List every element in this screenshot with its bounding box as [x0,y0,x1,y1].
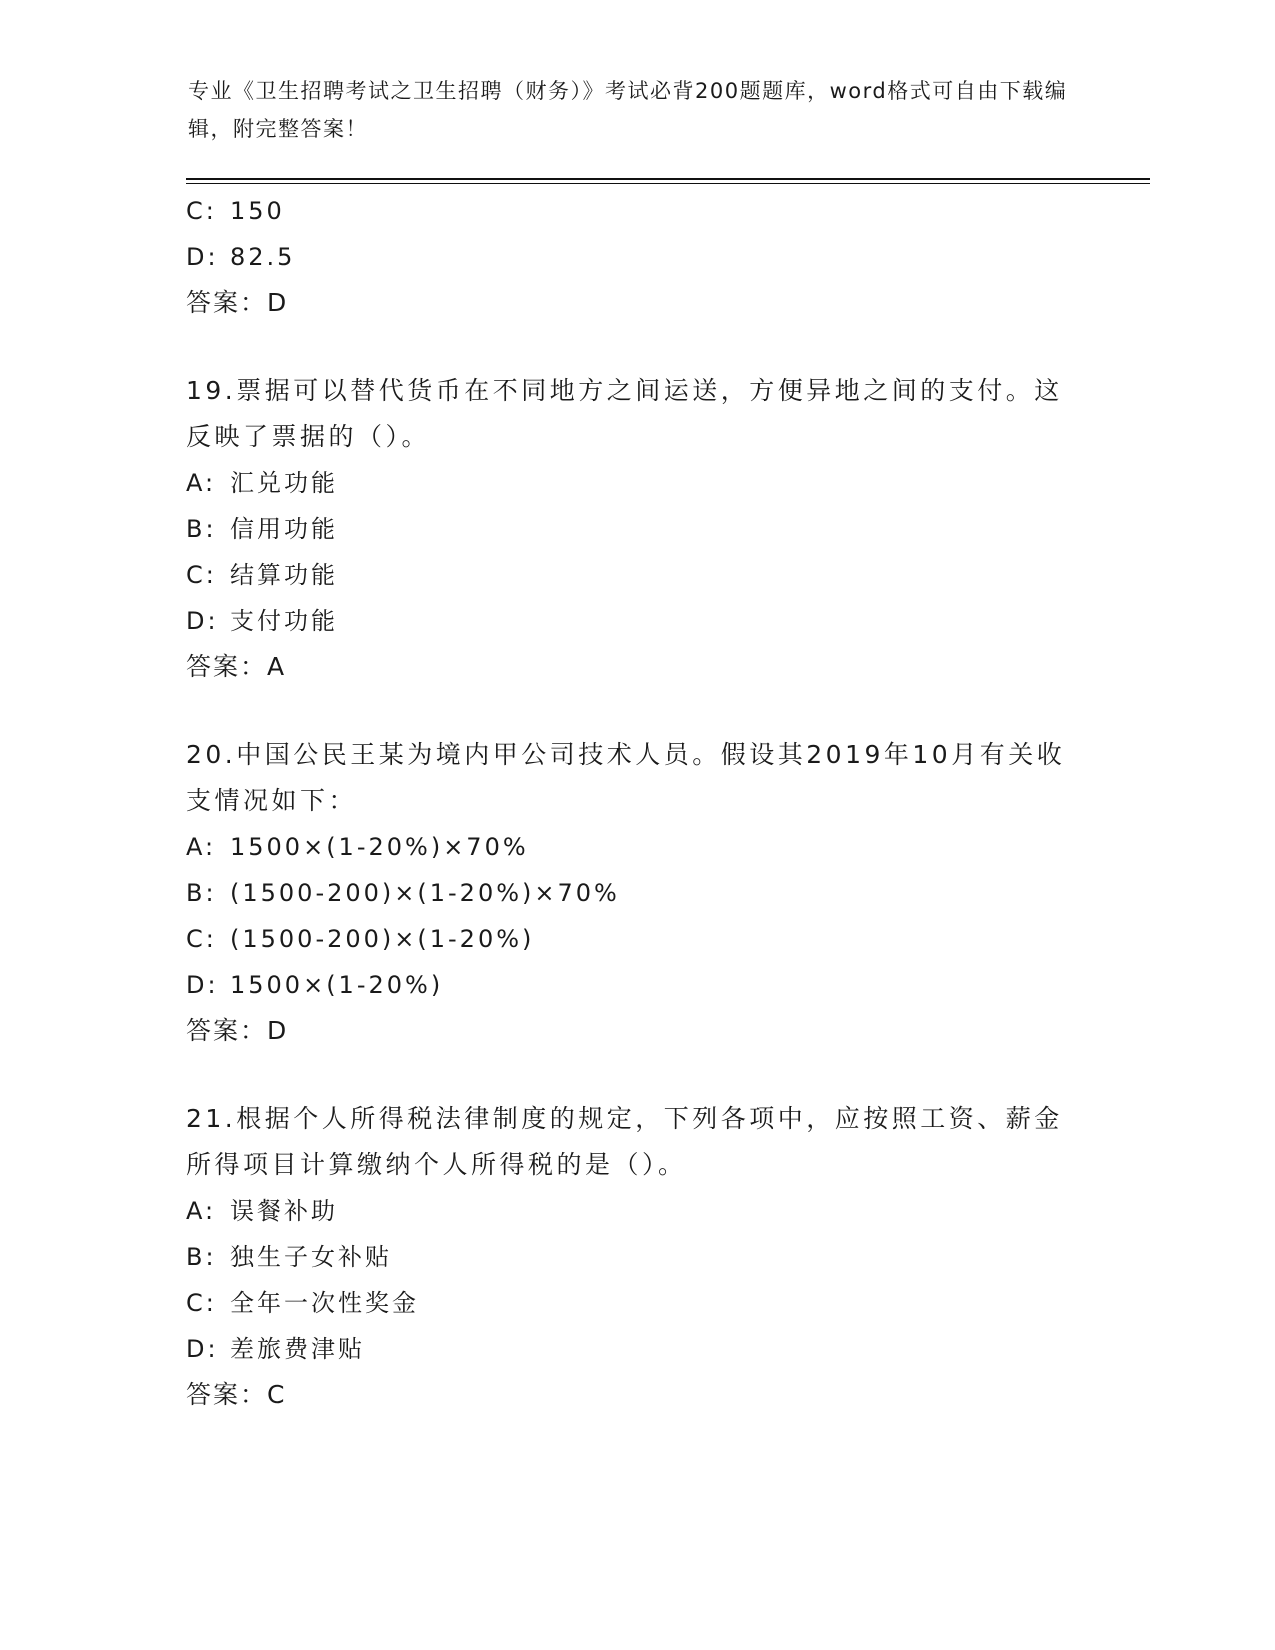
option-row [186,1326,1086,1372]
option-text: 支付功能 [230,607,338,635]
option-key: D: [186,971,219,999]
option-row [186,916,1086,962]
option-key: D: [186,607,219,635]
option-key: B: [186,515,217,543]
option-row [186,824,1086,870]
option-text: 150 [230,197,285,225]
header-divider-thin [186,183,1150,184]
option-key: C: [186,925,217,953]
option-text: (1500-200)×(1-20%) [230,925,535,953]
option-key: C: [186,1289,217,1317]
question-block [186,1096,1086,1418]
answer-line: 答案：A [186,652,287,681]
question-stem: 21.根据个人所得税法律制度的规定，下列各项中，应按照工资、薪金所得项目计算缴纳个人所得税的是（）。 [186,1104,1063,1179]
question-stem: 19.票据可以替代货币在不同地方之间运送，方便异地之间的支付。这反映了票据的（）。 [186,376,1063,451]
option-text: 82.5 [230,243,296,271]
option-row [186,870,1086,916]
header-title: 专业《卫生招聘考试之卫生招聘（财务）》考试必背200题题库，word格式可自由下载编辑，附完整答案！ [188,79,1068,141]
option-key: D: [186,243,219,271]
option-text: 差旅费津贴 [230,1335,365,1363]
option-text: (1500-200)×(1-20%)×70% [230,879,620,907]
option-row [186,506,1086,552]
question-block [186,732,1086,1054]
option-row [186,460,1086,506]
option-row [186,552,1086,598]
option-row [186,1234,1086,1280]
option-text: 结算功能 [230,561,338,589]
option-key: C: [186,197,217,225]
option-row [186,598,1086,644]
question-block [186,368,1086,690]
question-stem: 20.中国公民王某为境内甲公司技术人员。假设其2019年10月有关收支情况如下： [186,740,1066,815]
option-text: 信用功能 [230,515,338,543]
option-text: 全年一次性奖金 [230,1289,419,1317]
question-list [186,188,1086,1418]
document-header [188,72,1068,148]
option-key: A: [186,833,217,861]
option-row [186,1188,1086,1234]
option-key: D: [186,1335,219,1363]
option-row [186,234,1086,280]
header-divider [186,178,1150,180]
option-row [186,1280,1086,1326]
option-text: 1500×(1-20%)×70% [230,833,529,861]
option-text: 1500×(1-20%) [230,971,444,999]
option-key: A: [186,469,217,497]
option-text: 误餐补助 [230,1197,338,1225]
option-key: C: [186,561,217,589]
option-text: 独生子女补贴 [230,1243,392,1271]
option-key: B: [186,879,217,907]
answer-line: 答案：D [186,1016,289,1045]
option-row [186,188,1086,234]
option-row [186,962,1086,1008]
option-key: B: [186,1243,217,1271]
option-key: A: [186,1197,217,1225]
answer-line: 答案：D [186,288,289,317]
option-text: 汇兑功能 [230,469,338,497]
previous-question-tail [186,188,1086,326]
answer-line: 答案：C [186,1380,287,1409]
